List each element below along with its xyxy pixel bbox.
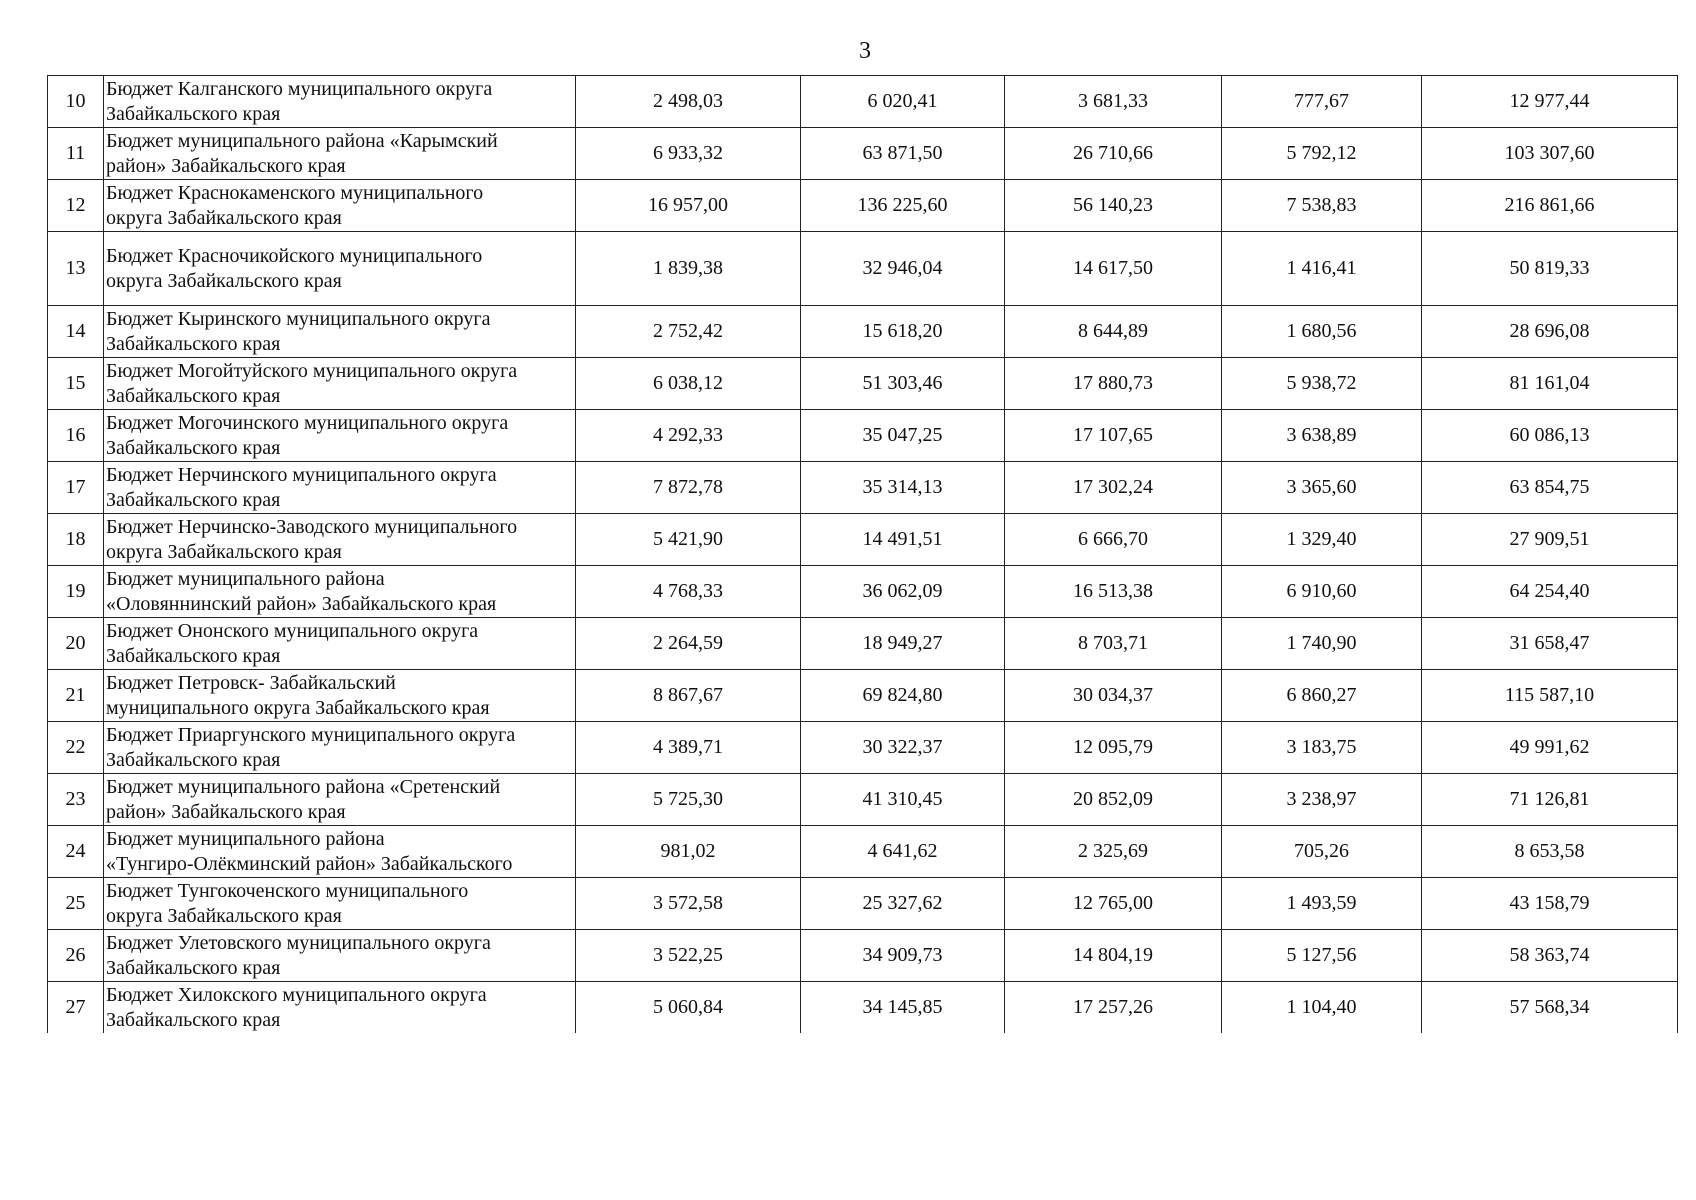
value-cell: 1 740,90: [1222, 618, 1422, 670]
value-cell: 5 127,56: [1222, 930, 1422, 982]
row-number: 27: [48, 982, 104, 1034]
budget-name-line: Бюджет Краснокаменского муниципального: [106, 181, 484, 204]
value-cell: 56 140,23: [1005, 180, 1222, 232]
total-cell: 216 861,66: [1422, 180, 1678, 232]
budget-name-line: Забайкальского края: [106, 644, 281, 667]
total-cell: 60 086,13: [1422, 410, 1678, 462]
value-cell: 34 145,85: [801, 982, 1005, 1034]
value-cell: 17 107,65: [1005, 410, 1222, 462]
budget-name-line: Бюджет Кыринского муниципального округа: [106, 307, 491, 330]
budget-name-line: Бюджет муниципального района: [106, 827, 385, 850]
budget-name-line: Бюджет Приаргунского муниципального округа: [106, 723, 516, 746]
budget-name-line: Бюджет Калганского муниципального округа: [106, 77, 493, 100]
total-cell: 63 854,75: [1422, 462, 1678, 514]
table-row: [48, 232, 1678, 306]
value-cell: 8 644,89: [1005, 306, 1222, 358]
value-cell: 3 183,75: [1222, 722, 1422, 774]
budget-name: [104, 358, 576, 410]
page-number: 3: [859, 38, 871, 64]
budget-name-line: Бюджет Нерчинского муниципального округа: [106, 463, 497, 486]
row-number: 15: [48, 358, 104, 410]
value-cell: 2 264,59: [576, 618, 801, 670]
value-cell: 32 946,04: [801, 232, 1005, 306]
value-cell: 5 792,12: [1222, 128, 1422, 180]
budget-name-line: Забайкальского края: [106, 384, 281, 407]
value-cell: 1 104,40: [1222, 982, 1422, 1034]
table-row: [48, 722, 1678, 774]
value-cell: 17 880,73: [1005, 358, 1222, 410]
table-row: [48, 180, 1678, 232]
table-row: [48, 774, 1678, 826]
budget-name-line: Бюджет муниципального района «Сретенский: [106, 775, 501, 798]
value-cell: 4 768,33: [576, 566, 801, 618]
table-row: [48, 982, 1678, 1034]
budget-name-line: Забайкальского края: [106, 748, 281, 771]
value-cell: 36 062,09: [801, 566, 1005, 618]
table-row: [48, 358, 1678, 410]
budget-name: [104, 982, 576, 1034]
table-row: [48, 410, 1678, 462]
budget-name: [104, 670, 576, 722]
row-number: 19: [48, 566, 104, 618]
value-cell: 12 765,00: [1005, 878, 1222, 930]
value-cell: 14 804,19: [1005, 930, 1222, 982]
budget-name-line: Забайкальского края: [106, 1008, 281, 1031]
value-cell: 7 872,78: [576, 462, 801, 514]
value-cell: 16 957,00: [576, 180, 801, 232]
budget-name-line: Бюджет Могочинского муниципального округа: [106, 411, 509, 434]
value-cell: 2 498,03: [576, 76, 801, 128]
row-number: 14: [48, 306, 104, 358]
table-row: [48, 618, 1678, 670]
value-cell: 777,67: [1222, 76, 1422, 128]
total-cell: 8 653,58: [1422, 826, 1678, 878]
budget-name-line: Бюджет Красночикойского муниципального: [106, 244, 483, 267]
value-cell: 6 860,27: [1222, 670, 1422, 722]
value-cell: 30 322,37: [801, 722, 1005, 774]
value-cell: 35 314,13: [801, 462, 1005, 514]
table-row: [48, 878, 1678, 930]
budget-name-line: Забайкальского края: [106, 332, 281, 355]
budget-name-line: «Тунгиро-Олёкминский район» Забайкальского: [106, 852, 513, 875]
value-cell: 3 522,25: [576, 930, 801, 982]
table-row: [48, 76, 1678, 128]
row-number: 10: [48, 76, 104, 128]
value-cell: 6 038,12: [576, 358, 801, 410]
budget-name: [104, 180, 576, 232]
total-cell: 31 658,47: [1422, 618, 1678, 670]
row-number: 13: [48, 232, 104, 306]
budget-name-line: Бюджет Улетовского муниципального округа: [106, 931, 491, 954]
value-cell: 3 365,60: [1222, 462, 1422, 514]
total-cell: 57 568,34: [1422, 982, 1678, 1034]
value-cell: 5 938,72: [1222, 358, 1422, 410]
value-cell: 2 325,69: [1005, 826, 1222, 878]
value-cell: 20 852,09: [1005, 774, 1222, 826]
budget-name-line: Забайкальского края: [106, 436, 281, 459]
value-cell: 4 641,62: [801, 826, 1005, 878]
row-number: 22: [48, 722, 104, 774]
table-row: [48, 930, 1678, 982]
row-number: 24: [48, 826, 104, 878]
value-cell: 12 095,79: [1005, 722, 1222, 774]
row-number: 17: [48, 462, 104, 514]
value-cell: 69 824,80: [801, 670, 1005, 722]
value-cell: 35 047,25: [801, 410, 1005, 462]
value-cell: 18 949,27: [801, 618, 1005, 670]
budget-name-line: Забайкальского края: [106, 102, 281, 125]
budget-name-line: район» Забайкальского края: [106, 800, 346, 823]
row-number: 18: [48, 514, 104, 566]
budget-name: [104, 618, 576, 670]
value-cell: 25 327,62: [801, 878, 1005, 930]
value-cell: 16 513,38: [1005, 566, 1222, 618]
row-number: 25: [48, 878, 104, 930]
budget-name-line: Забайкальского края: [106, 488, 281, 511]
budget-name: [104, 76, 576, 128]
value-cell: 1 493,59: [1222, 878, 1422, 930]
total-cell: 12 977,44: [1422, 76, 1678, 128]
value-cell: 981,02: [576, 826, 801, 878]
value-cell: 6 020,41: [801, 76, 1005, 128]
budget-name-line: Бюджет Нерчинско-Заводского муниципального: [106, 515, 518, 538]
total-cell: 103 307,60: [1422, 128, 1678, 180]
budget-name: [104, 514, 576, 566]
budget-name-line: округа Забайкальского края: [106, 540, 342, 563]
budget-name: [104, 930, 576, 982]
value-cell: 705,26: [1222, 826, 1422, 878]
total-cell: 27 909,51: [1422, 514, 1678, 566]
value-cell: 17 257,26: [1005, 982, 1222, 1034]
budget-name-line: Бюджет Ононского муниципального округа: [106, 619, 479, 642]
value-cell: 4 389,71: [576, 722, 801, 774]
budget-name: [104, 722, 576, 774]
budget-name: [104, 232, 576, 306]
value-cell: 51 303,46: [801, 358, 1005, 410]
budget-name: [104, 826, 576, 878]
total-cell: 115 587,10: [1422, 670, 1678, 722]
budget-name: [104, 410, 576, 462]
total-cell: 58 363,74: [1422, 930, 1678, 982]
value-cell: 3 681,33: [1005, 76, 1222, 128]
value-cell: 3 638,89: [1222, 410, 1422, 462]
value-cell: 34 909,73: [801, 930, 1005, 982]
total-cell: 64 254,40: [1422, 566, 1678, 618]
budget-table: [47, 75, 1678, 1033]
row-number: 21: [48, 670, 104, 722]
value-cell: 14 617,50: [1005, 232, 1222, 306]
value-cell: 6 933,32: [576, 128, 801, 180]
table-row: [48, 566, 1678, 618]
row-number: 11: [48, 128, 104, 180]
budget-name-line: Бюджет муниципального района: [106, 567, 385, 590]
total-cell: 43 158,79: [1422, 878, 1678, 930]
table-row: [48, 670, 1678, 722]
budget-name-line: район» Забайкальского края: [106, 154, 346, 177]
table-body: [48, 76, 1678, 1034]
value-cell: 1 329,40: [1222, 514, 1422, 566]
budget-name: [104, 306, 576, 358]
budget-name-line: муниципального округа Забайкальского края: [106, 696, 490, 719]
value-cell: 30 034,37: [1005, 670, 1222, 722]
budget-name-line: «Оловяннинский район» Забайкальского края: [106, 592, 497, 615]
table-row: [48, 128, 1678, 180]
value-cell: 1 680,56: [1222, 306, 1422, 358]
value-cell: 14 491,51: [801, 514, 1005, 566]
table-row: [48, 306, 1678, 358]
budget-name: [104, 774, 576, 826]
value-cell: 63 871,50: [801, 128, 1005, 180]
table-row: [48, 514, 1678, 566]
value-cell: 8 867,67: [576, 670, 801, 722]
budget-name-line: округа Забайкальского края: [106, 904, 342, 927]
value-cell: 7 538,83: [1222, 180, 1422, 232]
budget-name: [104, 462, 576, 514]
value-cell: 41 310,45: [801, 774, 1005, 826]
total-cell: 71 126,81: [1422, 774, 1678, 826]
value-cell: 8 703,71: [1005, 618, 1222, 670]
row-number: 23: [48, 774, 104, 826]
total-cell: 49 991,62: [1422, 722, 1678, 774]
value-cell: 5 421,90: [576, 514, 801, 566]
value-cell: 5 725,30: [576, 774, 801, 826]
value-cell: 5 060,84: [576, 982, 801, 1034]
value-cell: 1 416,41: [1222, 232, 1422, 306]
budget-name-line: Бюджет Петровск- Забайкальский: [106, 671, 396, 694]
value-cell: 3 572,58: [576, 878, 801, 930]
value-cell: 26 710,66: [1005, 128, 1222, 180]
value-cell: 1 839,38: [576, 232, 801, 306]
budget-name-line: Бюджет Могойтуйского муниципального округа: [106, 359, 518, 382]
value-cell: 3 238,97: [1222, 774, 1422, 826]
budget-name-line: Бюджет Тунгокоченского муниципального: [106, 879, 469, 902]
value-cell: 2 752,42: [576, 306, 801, 358]
total-cell: 81 161,04: [1422, 358, 1678, 410]
budget-name-line: Бюджет Хилокского муниципального округа: [106, 983, 487, 1006]
value-cell: 4 292,33: [576, 410, 801, 462]
total-cell: 50 819,33: [1422, 232, 1678, 306]
row-number: 26: [48, 930, 104, 982]
budget-name: [104, 878, 576, 930]
value-cell: 17 302,24: [1005, 462, 1222, 514]
budget-name-line: округа Забайкальского края: [106, 206, 342, 229]
budget-name-line: Забайкальского края: [106, 956, 281, 979]
row-number: 12: [48, 180, 104, 232]
budget-name-line: Бюджет муниципального района «Карымский: [106, 129, 498, 152]
total-cell: 28 696,08: [1422, 306, 1678, 358]
table-row: [48, 462, 1678, 514]
row-number: 20: [48, 618, 104, 670]
table-row: [48, 826, 1678, 878]
budget-name: [104, 566, 576, 618]
value-cell: 6 666,70: [1005, 514, 1222, 566]
budget-name-line: округа Забайкальского края: [106, 269, 342, 292]
budget-name: [104, 128, 576, 180]
value-cell: 15 618,20: [801, 306, 1005, 358]
row-number: 16: [48, 410, 104, 462]
value-cell: 6 910,60: [1222, 566, 1422, 618]
value-cell: 136 225,60: [801, 180, 1005, 232]
